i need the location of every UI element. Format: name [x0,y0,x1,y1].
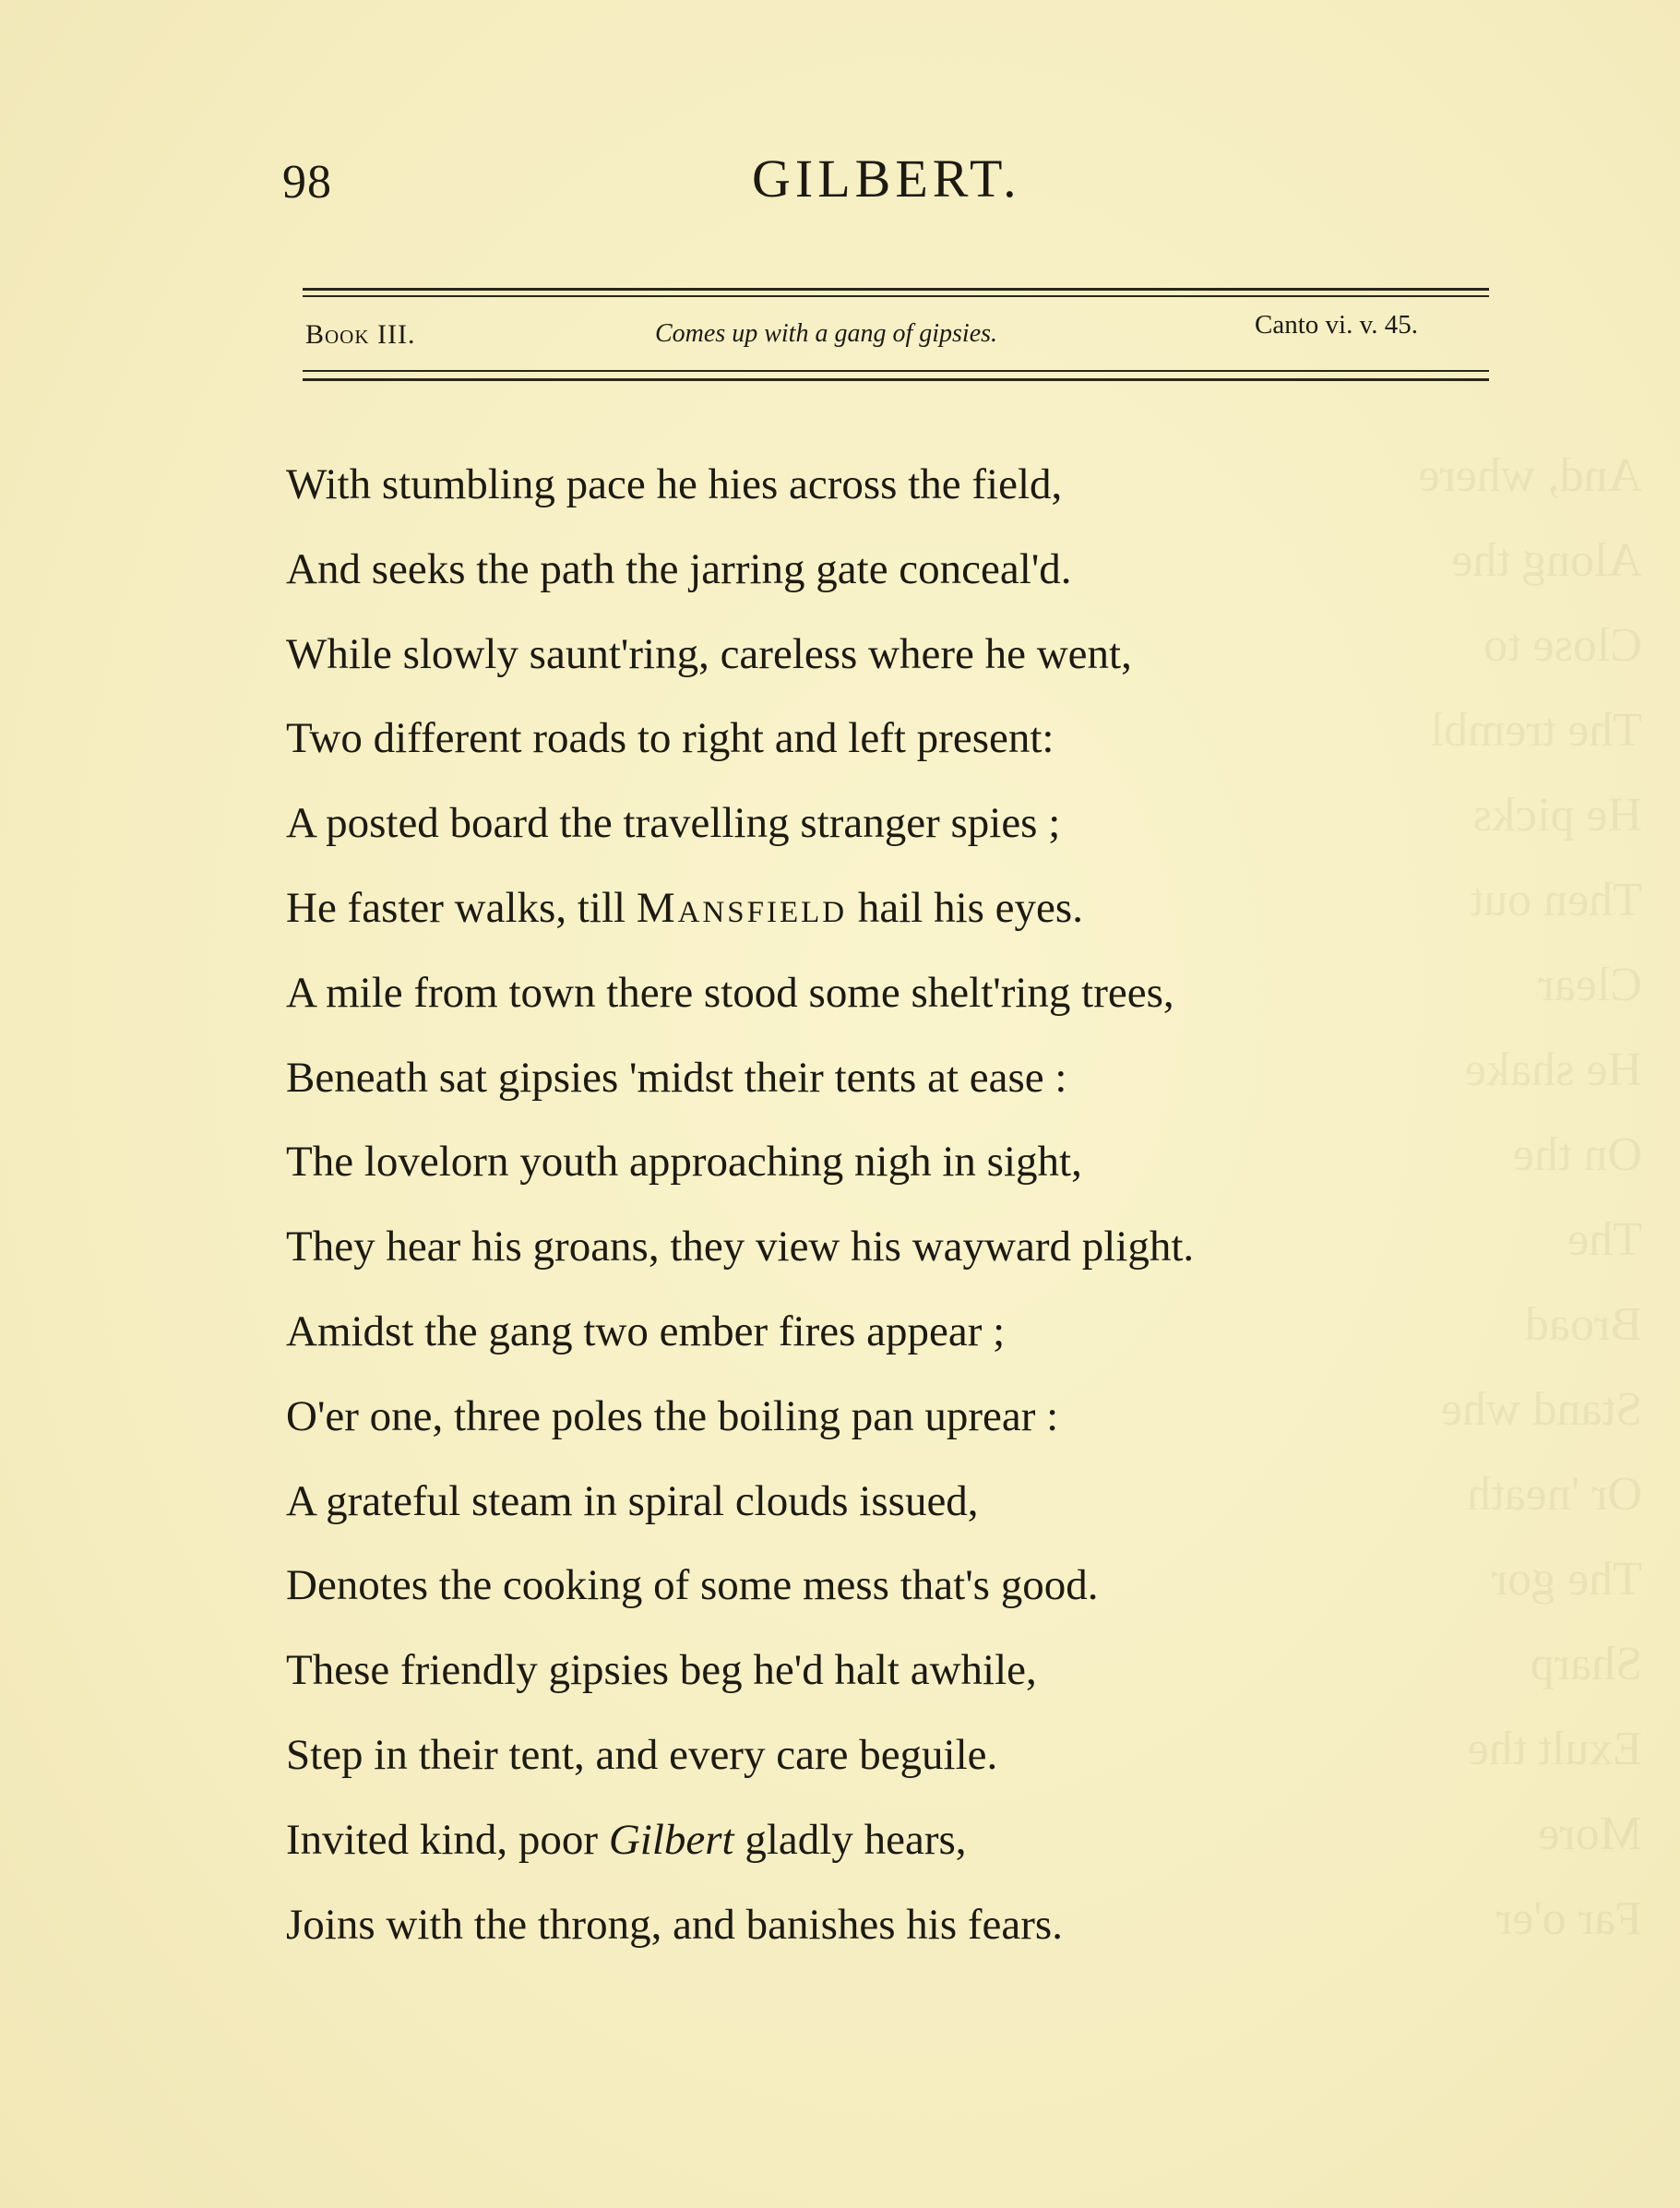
verse-line: A grateful steam in spiral clouds issued, [286,1476,979,1525]
running-title: GILBERT. [752,149,1021,209]
verse-line: While slowly saunt'ring, careless where he went, [286,629,1132,678]
verse-line-text: Invited kind, poor [286,1815,599,1864]
place-name: Mansfield [636,883,848,932]
verse-line: These friendly gipsies beg he'd halt awhile, [286,1646,1037,1695]
verse-line: Joins with the throng, and banishes his fears. [286,1900,1063,1949]
verse-block [286,457,1194,1981]
verse-line: Step in their tent, and every care beguile. [286,1730,998,1779]
header-rule-top-thin [303,295,1489,297]
verse-line: Denotes the cooking of some mess that's good. [286,1561,1099,1610]
page-number: 98 [282,156,332,209]
verse-line: With stumbling pace he hies across the field, [286,460,1063,508]
verse-line: Two different roads to right and left present: [286,714,1054,763]
canto-reference: Canto vi. v. 45. [1255,310,1418,340]
verse-line [286,880,1194,965]
section-summary: Comes up with a gang of gipsies. [655,319,998,348]
verse-line: A posted board the travelling stranger spies ; [286,799,1061,848]
verse-line-text: gladly hears, [733,1815,967,1864]
book-label: Book III. [305,319,416,350]
verse-line: They hear his groans, they view his wayward plight. [286,1223,1195,1271]
verse-line: Beneath sat gipsies 'midst their tents at ease : [286,1053,1067,1102]
character-name: Gilbert [608,1815,734,1864]
show-through-text: And, where Along the Close to The trembl He picks Then out Clear He shake On the The Broad Stand whe Or 'neath The gor Sharp Exult the More Far o'er [1418,449,1642,1945]
verse-line [286,1812,1194,1897]
header-rule-bottom-thin [303,370,1489,372]
verse-line-text: hail his eyes. [847,883,1083,932]
header-rule-top [303,288,1489,291]
verse-line: Amidst the gang two ember fires appear ; [286,1307,1006,1355]
header-rule-bottom [303,378,1489,381]
verse-line-text: He faster walks, till [286,883,626,932]
verse-line: And seeks the path the jarring gate conceal'd. [286,544,1072,593]
verse-line: A mile from town there stood some shelt'ring trees, [286,968,1174,1017]
verse-line: O'er one, three poles the boiling pan uprear : [286,1391,1059,1440]
verse-line: The lovelorn youth approaching nigh in sight, [286,1138,1082,1187]
